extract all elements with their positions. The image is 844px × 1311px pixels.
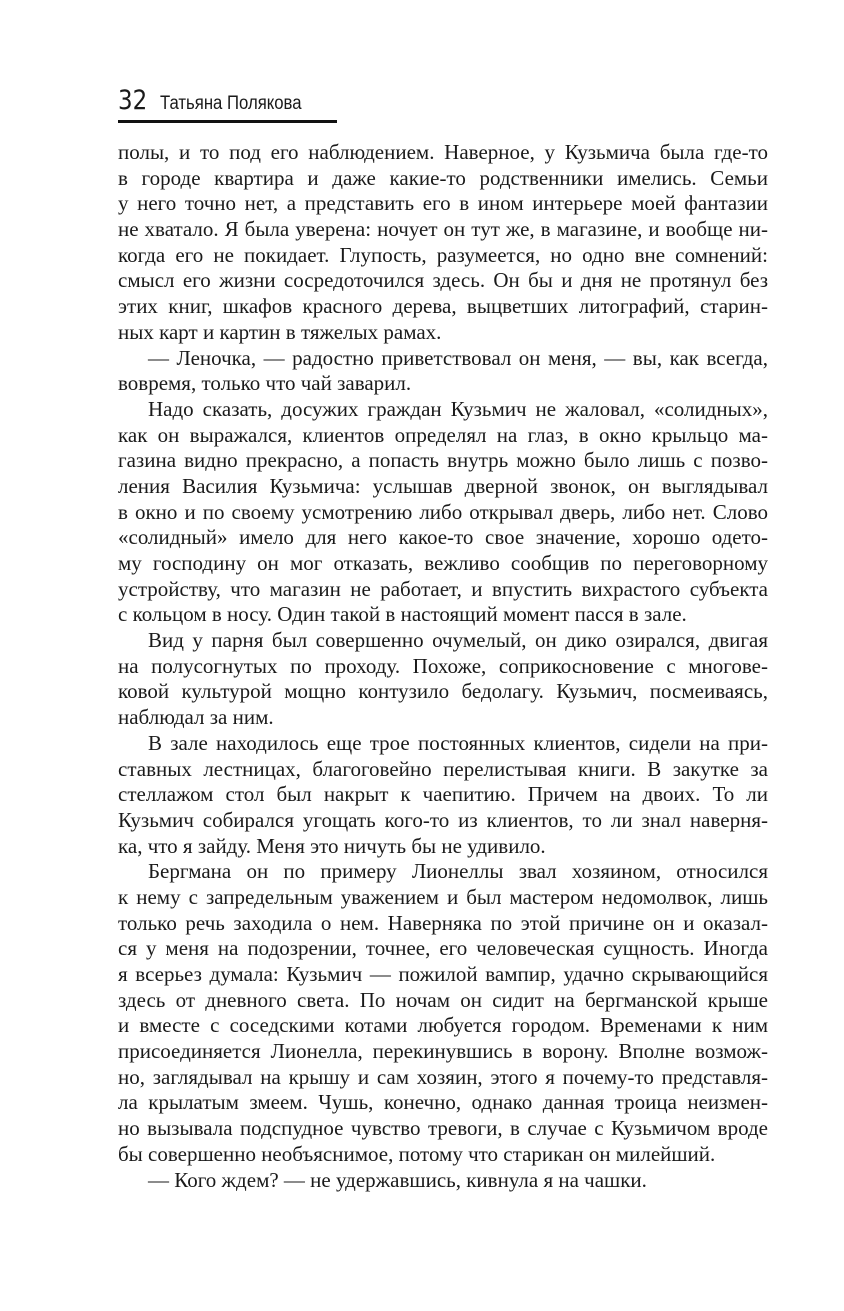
text-line: полы, и то под его наблюдением. Наверное, у Кузьмича была где-то xyxy=(118,140,768,164)
text-line: «солидный» имело для него какое-то свое значение, хорошо одето- xyxy=(118,525,768,550)
text-line: ставных лестницах, благоговейно перелистывая книги. В закутке за xyxy=(118,756,768,781)
text-line: ка, что я зайду. Меня это ничуть бы не удивило. xyxy=(118,833,546,858)
text-line: В зале находилось еще трое постоянных клиентов, сидели на при- xyxy=(148,730,768,755)
text-line: в городе квартира и даже какие-то родственники имелись. Семьи xyxy=(118,165,768,190)
text-line: — Кого ждем? — не удержавшись, кивнула я на чашки. xyxy=(148,1167,647,1192)
text-line: ла крылатым змеем. Чушь, конечно, однако данная троица неизмен- xyxy=(118,1090,768,1115)
text-line: как он выражался, клиентов определял на глаз, в окно крыльцо ма- xyxy=(118,422,768,447)
text-line: здесь от дневного света. По ночам он сидит на бергманской крыше xyxy=(118,987,768,1012)
text-line: с кольцом в носу. Один такой в настоящий момент пасся в зале. xyxy=(118,602,687,627)
text-line: — Леночка, — радостно приветствовал он меня, — вы, как всегда, xyxy=(148,345,768,370)
text-line: к нему с запредельным уважением и был мастером недомолвок, лишь xyxy=(118,884,768,909)
text-line: Кузьмич собирался угощать кого-то из клиентов, то ли знал наверня- xyxy=(118,807,768,832)
text-line: бы совершенно необъяснимое, потому что старикан он милейший. xyxy=(118,1141,716,1166)
text-line: вовремя, только что чай заварил. xyxy=(118,371,412,396)
text-line: но, заглядывал на крышу и сам хозяин, этого я почему-то представля- xyxy=(118,1064,768,1089)
text-line: ковой культурой мощно контузило бедолагу. Кузьмич, посмеиваясь, xyxy=(118,679,768,704)
text-line: Вид у парня был совершенно очумелый, он дико озирался, двигая xyxy=(148,628,768,653)
text-line: когда его не покидает. Глупость, разумеется, но одно вне сомнений: xyxy=(118,242,768,267)
paragraph xyxy=(118,1168,768,1194)
text-line: ления Василия Кузьмича: услышав дверной звонок, он выглядывал xyxy=(118,473,768,498)
paragraph xyxy=(118,731,768,859)
text-line: у него точно нет, а представить его в ином интерьере моей фантазии xyxy=(118,191,768,216)
text-line: Бергмана он по примеру Лионеллы звал хозяином, относился xyxy=(148,859,768,884)
text-line: не хватало. Я была уверена: ночует он тут же, в магазине, и вообще ни- xyxy=(118,217,768,242)
text-line: я всерьез думала: Кузьмич — пожилой вампир, удачно скрывающийся xyxy=(118,962,768,986)
text-line: Надо сказать, досужих граждан Кузьмич не жаловал, «солидных», xyxy=(148,396,768,421)
text-line: ся у меня на подозрении, точнее, его человеческая сущность. Иногда xyxy=(118,936,768,961)
text-line: стеллажом стол был накрыт к чаепитию. Причем на двоих. То ли xyxy=(118,782,768,807)
text-line: только речь заходила о нем. Наверняка по этой причине он и оказал- xyxy=(118,910,768,935)
running-header xyxy=(118,84,337,123)
text-line: присоединяется Лионелла, перекинувшись в ворону. Вполне возмож- xyxy=(118,1039,768,1064)
text-line: и вместе с соседскими котами любуется городом. Временами к ним xyxy=(118,1013,768,1038)
page-body-text xyxy=(118,140,768,1193)
paragraph xyxy=(118,140,768,346)
text-line: ных карт и картин в тяжелых рамах. xyxy=(118,319,442,344)
text-line: но вызывала подспудное чувство тревоги, в случае с Кузьмичом вроде xyxy=(118,1116,768,1141)
text-line: му господину он мог отказать, вежливо сообщив по переговорному xyxy=(118,551,768,575)
page-number: 32 xyxy=(118,85,148,116)
text-line: на полусогнутых по проходу. Похоже, соприкосновение с многове- xyxy=(118,653,768,678)
text-line: устройству, что магазин не работает, и впустить вихрастого субъекта xyxy=(118,576,768,601)
paragraph xyxy=(118,628,768,731)
author-name: Татьяна Полякова xyxy=(160,93,302,114)
paragraph xyxy=(118,397,768,628)
text-line: смысл его жизни сосредоточился здесь. Он бы и дня не протянул без xyxy=(118,268,768,293)
text-line: этих книг, шкафов красного дерева, выцветших литографий, старин- xyxy=(118,294,768,319)
paragraph xyxy=(118,346,768,397)
text-line: в окно и по своему усмотрению либо открывал дверь, либо нет. Слово xyxy=(118,499,768,524)
paragraph xyxy=(118,859,768,1167)
text-line: наблюдал за ним. xyxy=(118,705,274,730)
text-line: газина видно прекрасно, а попасть внутрь можно было лишь с позво- xyxy=(118,448,768,473)
